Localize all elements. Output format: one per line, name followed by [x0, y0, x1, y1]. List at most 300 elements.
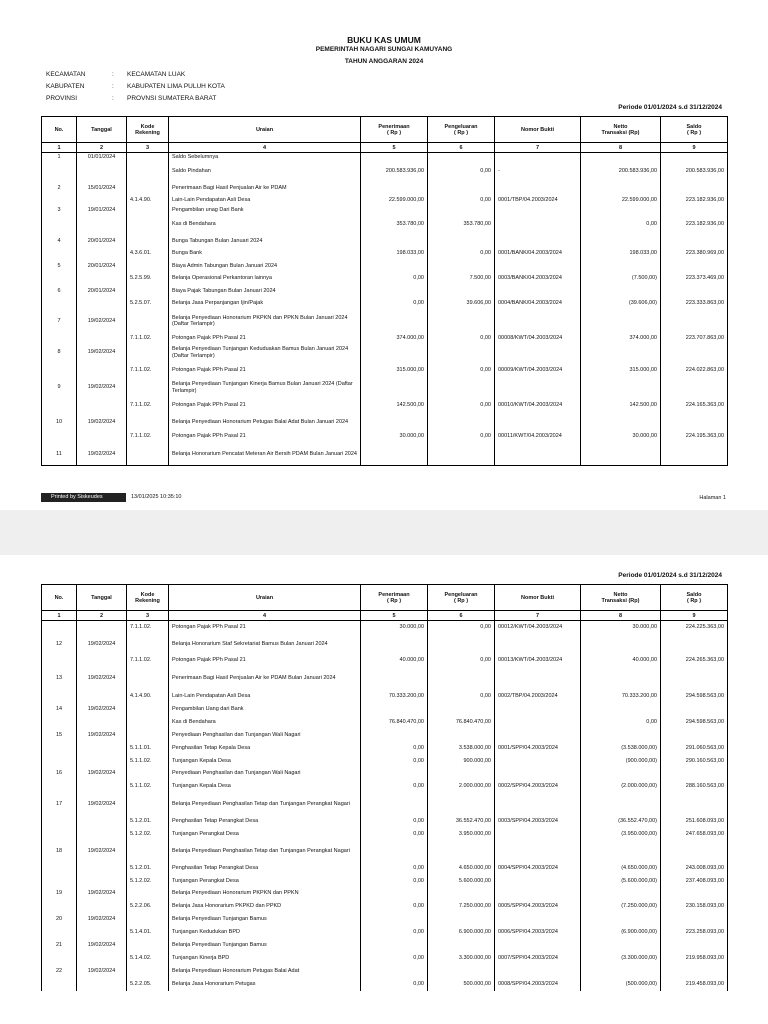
row-tanggal [77, 194, 127, 206]
table-row [42, 965, 728, 978]
table-row [42, 161, 728, 182]
row-netto [581, 380, 661, 395]
row-netto: 0,00 [581, 214, 661, 235]
row-penerimaan: 0,00 [361, 900, 428, 913]
table-row [42, 952, 728, 965]
table-row [42, 840, 728, 862]
row-pengeluaran [428, 153, 495, 162]
row-uraian: Belanja Jasa Perpanjangan Ijin/Pajak [169, 297, 361, 310]
row-kode-rekening [127, 161, 169, 182]
row-kode-rekening [127, 235, 169, 247]
row-uraian: Belanja Penyediaan Tunjangan Keduduakan Bamus Bulan Januari 2024 (Daftar Terlampir) [169, 345, 361, 360]
row-uraian: Potongan Pajak PPh Pasal 21 [169, 621, 361, 635]
table-row [42, 793, 728, 815]
table-row [42, 345, 728, 360]
row-pengeluaran: 0,00 [428, 430, 495, 443]
meta-kabupaten: KABUPATEN : KABUPATEN LIMA PULUH KOTA [46, 83, 225, 90]
row-kode-rekening: 5.1.1.02. [127, 755, 169, 767]
row-nomor-bukti: 00013/KWT/04.2003/2024 [495, 654, 581, 667]
col-saldo: Saldo ( Rp ) [661, 117, 728, 143]
row-penerimaan [361, 260, 428, 272]
row-penerimaan: 374.000,00 [361, 332, 428, 345]
row-no [42, 297, 77, 310]
row-nomor-bukti [495, 345, 581, 360]
row-saldo [661, 260, 728, 272]
row-no: 10 [42, 415, 77, 430]
row-uraian: Biaya Admin Tabungan Bulan Januari 2024 [169, 260, 361, 272]
row-saldo [661, 182, 728, 194]
row-uraian: Belanja Penyediaan Tunjangan Bamus [169, 939, 361, 952]
row-netto: 0,00 [581, 715, 661, 729]
row-penerimaan: 0,00 [361, 828, 428, 840]
row-nomor-bukti [495, 443, 581, 466]
row-kode-rekening: 7.1.1.02. [127, 430, 169, 443]
col-pengeluaran: Pengeluaran ( Rp ) [428, 117, 495, 143]
row-saldo [661, 767, 728, 780]
row-netto: (4.650.000,00) [581, 862, 661, 875]
row-penerimaan: 30.000,00 [361, 621, 428, 635]
col-saldo: Saldo ( Rp ) [661, 585, 728, 611]
row-penerimaan: 0,00 [361, 926, 428, 939]
periode-label: Periode 01/01/2024 s.d 31/12/2024 [618, 104, 722, 111]
row-no [42, 395, 77, 415]
row-saldo: 219.958.093,00 [661, 952, 728, 965]
row-nomor-bukti [495, 634, 581, 654]
row-tanggal [77, 272, 127, 285]
row-netto [581, 153, 661, 162]
row-pengeluaran [428, 634, 495, 654]
row-penerimaan: 353.780,00 [361, 214, 428, 235]
row-tanggal [77, 952, 127, 965]
column-number-row: 1 2 3 4 5 6 7 8 9 [42, 611, 728, 621]
table-row [42, 887, 728, 900]
report-page-1 [0, 0, 768, 510]
row-netto: (3.538.000,00) [581, 742, 661, 755]
row-netto [581, 840, 661, 862]
row-netto: 142.500,00 [581, 395, 661, 415]
row-kode-rekening [127, 729, 169, 742]
row-netto [581, 285, 661, 297]
row-kode-rekening: 5.1.4.02. [127, 952, 169, 965]
row-netto [581, 793, 661, 815]
row-saldo [661, 235, 728, 247]
row-uraian: Bunga Tabungan Bulan Januari 2024 [169, 235, 361, 247]
row-uraian: Kas di Bendahara [169, 214, 361, 235]
row-pengeluaran [428, 206, 495, 214]
row-kode-rekening: 4.1.4.90. [127, 689, 169, 703]
row-kode-rekening [127, 939, 169, 952]
table-row [42, 443, 728, 466]
meta-kecamatan: KECAMATAN : KECAMATAN LUAK [46, 71, 186, 78]
row-netto: (36.552.470,00) [581, 815, 661, 828]
row-penerimaan [361, 153, 428, 162]
row-pengeluaran: 3.300.000,00 [428, 952, 495, 965]
row-no [42, 815, 77, 828]
row-pengeluaran [428, 965, 495, 978]
row-saldo: 224.195.363,00 [661, 430, 728, 443]
col-netto: Netto Transaksi (Rp) [581, 585, 661, 611]
row-penerimaan [361, 310, 428, 332]
row-no [42, 875, 77, 887]
table-row [42, 654, 728, 667]
row-nomor-bukti [495, 214, 581, 235]
row-nomor-bukti: 0001/TBP/04.2003/2024 [495, 194, 581, 206]
row-kode-rekening [127, 380, 169, 395]
row-nomor-bukti [495, 380, 581, 395]
row-tanggal: 01/01/2024 [77, 153, 127, 162]
row-saldo: 224.022.863,00 [661, 360, 728, 380]
row-pengeluaran: 0,00 [428, 395, 495, 415]
table-row [42, 755, 728, 767]
row-penerimaan: 76.840.470,00 [361, 715, 428, 729]
row-tanggal [77, 247, 127, 260]
row-saldo [661, 634, 728, 654]
table-row [42, 926, 728, 939]
row-no: 3 [42, 206, 77, 214]
table-row [42, 247, 728, 260]
row-nomor-bukti [495, 913, 581, 926]
row-saldo: 200.583.936,00 [661, 161, 728, 182]
row-nomor-bukti: 0002/SPP/04.2003/2024 [495, 780, 581, 793]
table-row [42, 332, 728, 345]
col-tanggal: Tanggal [77, 117, 127, 143]
row-nomor-bukti [495, 153, 581, 162]
table-row [42, 260, 728, 272]
row-netto: (3.300.000,00) [581, 952, 661, 965]
row-netto: (5.600.000,00) [581, 875, 661, 887]
row-netto [581, 729, 661, 742]
table-row [42, 272, 728, 285]
row-kode-rekening: 7.1.1.02. [127, 332, 169, 345]
row-kode-rekening: 5.1.1.02. [127, 780, 169, 793]
row-kode-rekening [127, 182, 169, 194]
row-uraian: Tunjangan Kinerja BPD [169, 952, 361, 965]
row-kode-rekening [127, 443, 169, 466]
row-penerimaan [361, 729, 428, 742]
row-saldo: 224.225.363,00 [661, 621, 728, 635]
row-saldo: 290.160.563,00 [661, 755, 728, 767]
row-tanggal [77, 978, 127, 991]
row-kode-rekening: 5.2.5.99. [127, 272, 169, 285]
table-row [42, 742, 728, 755]
row-tanggal: 19/02/2024 [77, 380, 127, 395]
row-saldo: 230.158.093,00 [661, 900, 728, 913]
row-pengeluaran [428, 310, 495, 332]
row-kode-rekening [127, 345, 169, 360]
row-no [42, 272, 77, 285]
row-kode-rekening [127, 667, 169, 689]
row-kode-rekening [127, 260, 169, 272]
row-no [42, 978, 77, 991]
row-netto: (2.000.000,00) [581, 780, 661, 793]
table-row [42, 689, 728, 703]
row-no: 18 [42, 840, 77, 862]
row-pengeluaran [428, 380, 495, 395]
row-no: 5 [42, 260, 77, 272]
row-netto [581, 887, 661, 900]
row-pengeluaran [428, 667, 495, 689]
row-netto [581, 634, 661, 654]
table-row [42, 875, 728, 887]
row-pengeluaran [428, 767, 495, 780]
row-saldo [661, 793, 728, 815]
row-nomor-bukti: 0008/SPP/04.2003/2024 [495, 978, 581, 991]
row-penerimaan: 30.000,00 [361, 430, 428, 443]
row-tanggal [77, 742, 127, 755]
row-nomor-bukti [495, 875, 581, 887]
col-no: No. [42, 117, 77, 143]
table-row [42, 235, 728, 247]
row-tanggal [77, 780, 127, 793]
report-subtitle: PEMERINTAH NAGARI SUNGAI KAMUYANG [315, 46, 453, 53]
col-no: No. [42, 585, 77, 611]
table-row [42, 380, 728, 395]
row-penerimaan [361, 206, 428, 214]
row-tanggal [77, 297, 127, 310]
row-saldo: 247.658.093,00 [661, 828, 728, 840]
row-netto: (7.250.000,00) [581, 900, 661, 913]
row-saldo [661, 703, 728, 715]
row-saldo: 223.373.469,00 [661, 272, 728, 285]
row-uraian: Belanja Penyediaan Honorarium PKPKN dan PPKN [169, 887, 361, 900]
row-nomor-bukti [495, 767, 581, 780]
row-no: 13 [42, 667, 77, 689]
row-tanggal: 19/01/2024 [77, 206, 127, 214]
row-kode-rekening: 7.1.1.02. [127, 621, 169, 635]
table-row [42, 415, 728, 430]
row-netto [581, 965, 661, 978]
row-nomor-bukti [495, 793, 581, 815]
row-saldo [661, 729, 728, 742]
row-pengeluaran: 0,00 [428, 360, 495, 380]
row-tanggal [77, 875, 127, 887]
row-saldo: 223.182.936,00 [661, 194, 728, 206]
row-uraian: Belanja Penyediaan Honorarium Petugas Balai Adat Bulan Januari 2024 [169, 415, 361, 430]
row-no: 4 [42, 235, 77, 247]
col-kode: Kode Rekening [127, 585, 169, 611]
row-tanggal [77, 815, 127, 828]
row-netto: (900.000,00) [581, 755, 661, 767]
row-penerimaan: 22.599.000,00 [361, 194, 428, 206]
bku-table [41, 584, 728, 991]
table-row [42, 206, 728, 214]
row-uraian: Belanja Honorarium Pencatat Meteran Air Bersih PDAM Bulan Januari 2024 [169, 443, 361, 466]
row-pengeluaran: 0,00 [428, 654, 495, 667]
row-tanggal: 20/01/2024 [77, 235, 127, 247]
table-row [42, 978, 728, 991]
row-penerimaan [361, 182, 428, 194]
row-saldo: 224.165.363,00 [661, 395, 728, 415]
row-kode-rekening: 5.1.2.01. [127, 815, 169, 828]
row-tanggal: 19/02/2024 [77, 634, 127, 654]
row-nomor-bukti: 0005/SPP/04.2003/2024 [495, 900, 581, 913]
row-no [42, 654, 77, 667]
table-row [42, 214, 728, 235]
col-nomor-bukti: Nomor Bukti [495, 585, 581, 611]
row-kode-rekening: 4.3.6.01. [127, 247, 169, 260]
row-no [42, 689, 77, 703]
row-tanggal [77, 755, 127, 767]
row-kode-rekening [127, 415, 169, 430]
row-kode-rekening [127, 703, 169, 715]
table-row [42, 285, 728, 297]
row-tanggal: 19/02/2024 [77, 345, 127, 360]
report-title: BUKU KAS UMUM [347, 35, 421, 45]
table-row [42, 862, 728, 875]
row-no [42, 621, 77, 635]
row-pengeluaran [428, 703, 495, 715]
row-pengeluaran: 2.000.000,00 [428, 780, 495, 793]
table-row [42, 939, 728, 952]
row-tanggal [77, 862, 127, 875]
col-kode: Kode Rekening [127, 117, 169, 143]
row-tanggal [77, 926, 127, 939]
row-uraian: Tunjangan Kedudukan BPD [169, 926, 361, 939]
row-nomor-bukti [495, 182, 581, 194]
row-saldo [661, 415, 728, 430]
bku-table [41, 116, 728, 466]
row-netto: (39.606,00) [581, 297, 661, 310]
row-pengeluaran [428, 887, 495, 900]
row-tanggal: 20/01/2024 [77, 260, 127, 272]
row-nomor-bukti: 0004/SPP/04.2003/2024 [495, 862, 581, 875]
row-penerimaan: 0,00 [361, 952, 428, 965]
row-nomor-bukti [495, 703, 581, 715]
row-netto [581, 182, 661, 194]
row-netto: 200.583.936,00 [581, 161, 661, 182]
table-row [42, 621, 728, 635]
row-tanggal [77, 161, 127, 182]
row-pengeluaran: 0,00 [428, 332, 495, 345]
row-uraian: Penyediaan Penghasilan dan Tunjangan Wali Nagari [169, 767, 361, 780]
row-penerimaan: 40.000,00 [361, 654, 428, 667]
table-row [42, 297, 728, 310]
row-pengeluaran: 5.600.000,00 [428, 875, 495, 887]
row-netto: (6.900.000,00) [581, 926, 661, 939]
row-saldo [661, 153, 728, 162]
row-kode-rekening [127, 715, 169, 729]
row-netto [581, 345, 661, 360]
row-kode-rekening [127, 965, 169, 978]
row-pengeluaran: 900.000,00 [428, 755, 495, 767]
table-row [42, 360, 728, 380]
row-kode-rekening [127, 285, 169, 297]
row-nomor-bukti [495, 285, 581, 297]
row-pengeluaran: 7.250.000,00 [428, 900, 495, 913]
row-nomor-bukti [495, 310, 581, 332]
row-pengeluaran [428, 793, 495, 815]
row-saldo: 219.458.093,00 [661, 978, 728, 991]
row-saldo [661, 345, 728, 360]
row-no [42, 247, 77, 260]
row-kode-rekening: 4.1.4.90. [127, 194, 169, 206]
row-uraian: Penyediaan Penghasilan dan Tunjangan Wali Nagari [169, 729, 361, 742]
row-netto [581, 939, 661, 952]
row-tanggal: 19/02/2024 [77, 443, 127, 466]
row-netto [581, 667, 661, 689]
row-penerimaan: 0,00 [361, 978, 428, 991]
row-uraian: Tunjangan Kepala Desa [169, 780, 361, 793]
row-uraian: Potongan Pajak PPh Pasal 21 [169, 332, 361, 345]
row-uraian: Belanja Jasa Honorarium PKPKD dan PPKD [169, 900, 361, 913]
page-separator [0, 510, 768, 555]
row-uraian: Biaya Pajak Tabungan Bulan Januari 2024 [169, 285, 361, 297]
col-uraian: Uraian [169, 117, 361, 143]
row-pengeluaran [428, 913, 495, 926]
table-row [42, 310, 728, 332]
row-pengeluaran: 500.000,00 [428, 978, 495, 991]
row-saldo: 223.182.936,00 [661, 214, 728, 235]
row-uraian: Lain-Lain Pendapatan Asli Desa [169, 194, 361, 206]
table-row [42, 182, 728, 194]
row-saldo [661, 310, 728, 332]
row-nomor-bukti [495, 260, 581, 272]
row-kode-rekening: 7.1.1.02. [127, 395, 169, 415]
row-kode-rekening: 5.1.2.02. [127, 875, 169, 887]
row-netto [581, 235, 661, 247]
row-no [42, 900, 77, 913]
row-nomor-bukti: 0001/BANK/04.2003/2024 [495, 247, 581, 260]
table-row [42, 194, 728, 206]
row-uraian: Kas di Bendahara [169, 715, 361, 729]
row-pengeluaran: 0,00 [428, 194, 495, 206]
row-no: 14 [42, 703, 77, 715]
table-body-page-2 [42, 621, 728, 992]
row-tanggal [77, 430, 127, 443]
row-penerimaan: 70.333.200,00 [361, 689, 428, 703]
row-penerimaan [361, 793, 428, 815]
row-no: 7 [42, 310, 77, 332]
row-saldo [661, 206, 728, 214]
row-penerimaan [361, 840, 428, 862]
row-penerimaan [361, 667, 428, 689]
col-uraian: Uraian [169, 585, 361, 611]
row-kode-rekening [127, 913, 169, 926]
periode-label: Periode 01/01/2024 s.d 31/12/2024 [618, 572, 722, 579]
row-penerimaan [361, 415, 428, 430]
row-kode-rekening: 5.1.4.01. [127, 926, 169, 939]
row-tanggal: 19/02/2024 [77, 667, 127, 689]
row-kode-rekening [127, 310, 169, 332]
row-pengeluaran: 3.950.000,00 [428, 828, 495, 840]
row-kode-rekening: 5.1.2.01. [127, 862, 169, 875]
row-no: 17 [42, 793, 77, 815]
row-tanggal [77, 900, 127, 913]
row-pengeluaran [428, 840, 495, 862]
row-no: 11 [42, 443, 77, 466]
row-pengeluaran: 0,00 [428, 689, 495, 703]
header-row [42, 117, 728, 143]
row-penerimaan [361, 703, 428, 715]
row-pengeluaran [428, 182, 495, 194]
row-tanggal: 19/02/2024 [77, 729, 127, 742]
row-nomor-bukti: 00012/KWT/04.2003/2024 [495, 621, 581, 635]
row-netto [581, 443, 661, 466]
row-saldo: 294.598.563,00 [661, 689, 728, 703]
row-no [42, 952, 77, 965]
row-penerimaan [361, 634, 428, 654]
row-penerimaan: 0,00 [361, 755, 428, 767]
row-nomor-bukti: 00009/KWT/04.2003/2024 [495, 360, 581, 380]
row-kode-rekening [127, 153, 169, 162]
row-saldo: 224.265.363,00 [661, 654, 728, 667]
row-tanggal: 19/02/2024 [77, 415, 127, 430]
row-pengeluaran: 7.500,00 [428, 272, 495, 285]
row-penerimaan: 0,00 [361, 742, 428, 755]
row-netto: 30.000,00 [581, 621, 661, 635]
table-row [42, 828, 728, 840]
row-pengeluaran: 0,00 [428, 621, 495, 635]
